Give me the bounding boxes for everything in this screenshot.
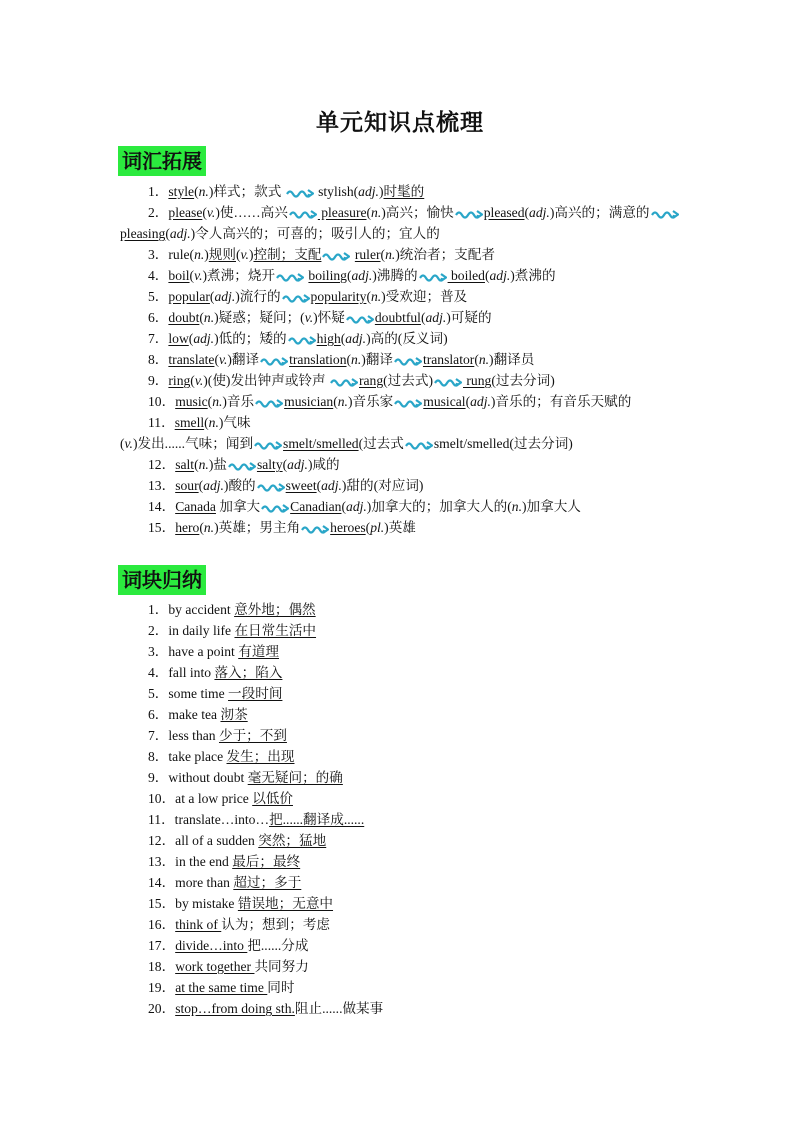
item-text: 8． xyxy=(148,352,169,367)
item-text: ( xyxy=(202,205,207,220)
wavy-arrow-icon xyxy=(282,293,310,303)
item-text: 16． xyxy=(148,917,176,932)
item-text: n. xyxy=(478,352,490,367)
item-text: 11． xyxy=(148,415,175,430)
vocab_items-item xyxy=(120,286,720,307)
item-text: ( xyxy=(214,352,219,367)
item-text: )高的(反义词) xyxy=(366,331,448,346)
item-text: ( xyxy=(198,478,204,493)
answer-text: 一段时间 xyxy=(228,686,283,701)
answer-text: doubt xyxy=(168,310,200,325)
answer-text: 有道理 xyxy=(238,644,280,659)
item-text: ( xyxy=(484,268,490,283)
item-text: 4． xyxy=(148,268,169,283)
item-text: adj. xyxy=(425,310,447,325)
item-text: n. xyxy=(198,184,209,199)
item-text: 共同努力 xyxy=(254,959,309,974)
item-text: )英雄；男主角 xyxy=(214,520,301,535)
item-text: )使……高兴 xyxy=(215,205,288,220)
phrase_items-item xyxy=(120,977,720,998)
item-text: ( xyxy=(190,373,195,388)
answer-text: Canadian xyxy=(290,499,342,514)
answer-text: sweet xyxy=(285,478,317,493)
item-text: )英雄 xyxy=(384,520,416,535)
answer-text: 控制；支配 xyxy=(253,247,322,262)
item-text: )高兴；愉快 xyxy=(381,205,454,220)
item-text: 把......分成 xyxy=(247,938,309,953)
item-text: 14． xyxy=(148,499,176,514)
answer-text: boil xyxy=(168,268,190,283)
item-text: adj. xyxy=(470,394,491,409)
phrase_items-item xyxy=(120,746,720,767)
item-text: )甜的(对应词) xyxy=(341,478,424,493)
vocab_items-item xyxy=(120,496,720,517)
item-text: )音乐 xyxy=(222,394,255,409)
phrase_items-item xyxy=(120,725,720,746)
page-title: 单元知识点梳理 xyxy=(316,110,484,136)
item-text: 5．some time xyxy=(148,686,229,701)
phrase_items-item xyxy=(120,683,720,704)
item-text: )受欢迎；普及 xyxy=(381,289,468,304)
item-text: ( xyxy=(346,352,352,367)
wavy-arrow-icon xyxy=(289,209,317,219)
phrase_items-item xyxy=(120,641,720,662)
item-text: adj. xyxy=(345,331,367,346)
answer-text: popularity xyxy=(310,289,367,304)
answer-text: 在日常生活中 xyxy=(234,623,317,638)
item-text: )沸腾的 xyxy=(372,268,418,283)
item-text: n. xyxy=(212,394,223,409)
vocab_items-item xyxy=(120,307,720,328)
vocab_items-item xyxy=(120,475,720,496)
vocab_items-item xyxy=(120,454,720,475)
item-text: )怀疑 xyxy=(313,310,345,325)
item-text: 10．at a low price xyxy=(148,791,253,806)
item-text: ( xyxy=(341,499,347,514)
item-text: adj. xyxy=(529,205,550,220)
item-text: ( xyxy=(189,268,195,283)
wavy-arrow-icon xyxy=(257,482,285,492)
phrase_items-item xyxy=(120,851,720,872)
item-text: )音乐的；有音乐天赋的 xyxy=(490,394,632,409)
item-text: 15． xyxy=(148,520,176,535)
item-text: 11．translate…into… xyxy=(148,812,270,827)
item-text: )疑惑；疑问；( xyxy=(214,310,305,325)
item-text: )煮沸；烧开 xyxy=(202,268,276,283)
item-text: ( xyxy=(316,478,322,493)
answer-text: popular xyxy=(168,289,210,304)
vocab_items-item xyxy=(120,412,720,433)
phrase_items-item xyxy=(120,704,720,725)
item-text: ( xyxy=(194,457,199,472)
answer-text: rung xyxy=(463,373,492,388)
wavy-arrow-icon xyxy=(261,503,289,513)
item-text: )可疑的 xyxy=(446,310,492,325)
answer-text: salty xyxy=(256,457,283,472)
item-text: )翻译 xyxy=(227,352,260,367)
item-text: n. xyxy=(198,457,209,472)
item-text: (过去式 xyxy=(358,436,404,451)
item-text: ( xyxy=(199,310,204,325)
answer-text: pleasing xyxy=(120,226,166,241)
item-text: ( xyxy=(188,331,194,346)
answer-text: 意外地；偶然 xyxy=(234,602,316,617)
item-text: 10． xyxy=(148,394,176,409)
wavy-arrow-icon xyxy=(455,209,483,219)
vocab_items-item xyxy=(120,181,720,202)
item-text: 7． xyxy=(148,331,169,346)
item-text: ( xyxy=(333,394,338,409)
item-text: 9． xyxy=(148,373,169,388)
item-text: n. xyxy=(351,352,362,367)
item-text: 15．by mistake xyxy=(148,896,238,911)
phrase_items-item xyxy=(120,767,720,788)
item-text: )煮沸的 xyxy=(510,268,556,283)
item-text: )翻译 xyxy=(361,352,393,367)
item-text: )令人高兴的；可喜的；吸引人的；宜人的 xyxy=(190,226,440,241)
wavy-arrow-icon xyxy=(276,272,304,282)
item-text: v. xyxy=(194,373,204,388)
answer-text: please xyxy=(168,205,203,220)
item-text: v. xyxy=(124,436,133,451)
vocab_items-item xyxy=(120,349,720,370)
answer-text: smell xyxy=(174,415,205,430)
item-text: n. xyxy=(208,415,219,430)
answer-text: 规则 xyxy=(208,247,236,262)
item-text: ( xyxy=(165,226,170,241)
item-text: )咸的 xyxy=(307,457,340,472)
item-text: v. xyxy=(304,310,314,325)
answer-text: 以低价 xyxy=(252,791,293,806)
answer-text: translate xyxy=(168,352,215,367)
item-text: n. xyxy=(194,247,205,262)
item-text: 20． xyxy=(148,1001,176,1016)
item-text: )低的；矮的 xyxy=(214,331,287,346)
wavy-arrow-icon xyxy=(288,335,316,345)
item-text: 6． xyxy=(148,310,169,325)
item-text: 3．have a point xyxy=(148,644,239,659)
item-text: n. xyxy=(203,520,215,535)
item-text: v. xyxy=(240,247,249,262)
phrase_items-item xyxy=(120,872,720,893)
phrase_items-item xyxy=(120,788,720,809)
vocab_items-item xyxy=(120,370,720,391)
answer-text: musician xyxy=(284,394,334,409)
phrase_items-item xyxy=(120,914,720,935)
answer-text: pleasure xyxy=(317,205,367,220)
answer-text: pleased xyxy=(483,205,525,220)
item-text: 12． xyxy=(148,457,176,472)
phrase_items-item xyxy=(120,809,720,830)
wavy-arrow-icon xyxy=(346,314,374,324)
item-text: )高兴的；满意的 xyxy=(549,205,650,220)
section-heading-phrases: 词块归纳 xyxy=(118,565,206,595)
item-text: ( xyxy=(346,268,352,283)
wavy-arrow-icon xyxy=(405,440,433,450)
item-text: 1．by accident xyxy=(148,602,235,617)
answer-text: doubtful xyxy=(374,310,421,325)
answer-text: boiled xyxy=(447,268,485,283)
answer-text: ring xyxy=(168,373,191,388)
phrase_items-item xyxy=(120,662,720,683)
item-text: ( xyxy=(365,520,371,535)
answer-text: 突然；猛地 xyxy=(258,833,327,848)
answer-text: 发生；出现 xyxy=(226,749,295,764)
item-text: stylish( xyxy=(314,184,359,199)
answer-text: 时髦的 xyxy=(383,184,425,199)
item-text: 13．in the end xyxy=(148,854,233,869)
item-text: ) xyxy=(248,247,254,262)
item-text: adj. xyxy=(346,499,367,514)
item-text: v. xyxy=(194,268,203,283)
phrase_items-item xyxy=(120,935,720,956)
vocab_items-item xyxy=(120,328,720,349)
answer-text: music xyxy=(175,394,208,409)
answer-text: 错误地；无意中 xyxy=(237,896,334,911)
vocab_items-item xyxy=(120,265,720,286)
item-text: ( xyxy=(366,289,371,304)
item-text: 17． xyxy=(148,938,176,953)
item-text: )盐 xyxy=(208,457,227,472)
item-text: ( xyxy=(366,205,372,220)
answer-text: boiling xyxy=(308,268,347,283)
item-text: n. xyxy=(337,394,348,409)
item-text: 5． xyxy=(148,289,169,304)
answer-text: smelt/smelled xyxy=(283,436,359,451)
item-text: 14．more than xyxy=(148,875,234,890)
answer-text: 毫无疑问；的确 xyxy=(247,770,343,785)
wavy-arrow-icon xyxy=(254,440,282,450)
item-text: n. xyxy=(203,310,215,325)
item-text: adj. xyxy=(169,226,191,241)
item-text: ( xyxy=(207,394,213,409)
item-text: v. xyxy=(218,352,228,367)
wavy-arrow-icon xyxy=(434,377,462,387)
answer-text: 沏茶 xyxy=(220,707,248,722)
item-text: 7．less than xyxy=(148,728,219,743)
answer-text: translator xyxy=(422,352,475,367)
answer-text: high xyxy=(316,331,341,346)
answer-text: translation xyxy=(289,352,347,367)
item-text: ( xyxy=(204,415,209,430)
answer-text: 少于；不到 xyxy=(218,728,287,743)
item-text: 9．without doubt xyxy=(148,770,248,785)
item-text: 加拿大 xyxy=(215,499,261,514)
answer-text: 超过；多于 xyxy=(233,875,302,890)
answer-text: divide…into xyxy=(175,938,248,953)
vocab_items-item xyxy=(120,223,720,244)
answer-text: at the same time xyxy=(175,980,268,995)
item-text: smelt/smelled(过去分词) xyxy=(433,436,573,451)
item-text: )音乐家 xyxy=(347,394,394,409)
answer-text: 把......翻译成...... xyxy=(269,812,365,827)
item-text: 3．rule( xyxy=(148,247,195,262)
item-text: )统治者；支配者 xyxy=(395,247,495,262)
item-text: n. xyxy=(385,247,396,262)
answer-text: hero xyxy=(175,520,200,535)
item-text: )(使)发出钟声或铃声 xyxy=(203,373,329,388)
item-text: 19． xyxy=(148,980,176,995)
item-text: ( xyxy=(194,184,199,199)
answer-text: 落入；陷入 xyxy=(214,665,283,680)
answer-text: sour xyxy=(175,478,199,493)
vocab_items-item xyxy=(120,244,720,265)
item-text: 2． xyxy=(148,205,169,220)
item-text: ( xyxy=(235,247,241,262)
item-text: 同时 xyxy=(267,980,295,995)
answer-text: think of xyxy=(175,917,222,932)
vocab-list xyxy=(120,181,720,538)
wavy-arrow-icon xyxy=(260,356,288,366)
wavy-arrow-icon xyxy=(286,188,314,198)
item-text: adj. xyxy=(351,268,373,283)
phrase_items-item xyxy=(120,620,720,641)
item-text: ( xyxy=(474,352,479,367)
item-text: )翻译员 xyxy=(489,352,535,367)
item-text: adj. xyxy=(193,331,215,346)
item-text: )发出......气味；闻到 xyxy=(132,436,254,451)
item-text: ( xyxy=(209,289,215,304)
item-text: adj. xyxy=(489,268,511,283)
phrase_items-item xyxy=(120,956,720,977)
wavy-arrow-icon xyxy=(330,377,358,387)
item-text: ( xyxy=(199,520,204,535)
item-text: 2．in daily life xyxy=(148,623,235,638)
answer-text: stop…from doing sth. xyxy=(175,1001,295,1016)
phrase_items-item xyxy=(120,599,720,620)
item-text: 8．take place xyxy=(148,749,227,764)
item-text: ( xyxy=(282,457,288,472)
item-text: 认为；想到；考虑 xyxy=(221,917,331,932)
item-text: ( xyxy=(420,310,426,325)
item-text: pl. xyxy=(370,520,385,535)
item-text: n. xyxy=(370,289,382,304)
item-text: ( xyxy=(340,331,346,346)
answer-text: ruler xyxy=(354,247,381,262)
item-text: ( xyxy=(380,247,386,262)
item-text: 6．make tea xyxy=(148,707,221,722)
item-text: adj. xyxy=(321,478,342,493)
vocab_items-item xyxy=(120,433,720,454)
answer-text: low xyxy=(168,331,189,346)
item-text: )加拿大的；加拿大人的( xyxy=(366,499,512,514)
item-text: )气味 xyxy=(218,415,251,430)
item-text: adj. xyxy=(214,289,236,304)
item-text: v. xyxy=(206,205,216,220)
item-text: 1． xyxy=(148,184,169,199)
vocab_items-item xyxy=(120,391,720,412)
item-text: )加拿大人 xyxy=(522,499,581,514)
item-text: )流行的 xyxy=(235,289,281,304)
item-text: ( xyxy=(465,394,471,409)
answer-text: rang xyxy=(359,373,384,388)
phrase_items-item xyxy=(120,893,720,914)
answer-text: 最后；最终 xyxy=(232,854,301,869)
item-text: 13． xyxy=(148,478,176,493)
item-text: ) xyxy=(378,184,384,199)
wavy-arrow-icon xyxy=(228,461,256,471)
item-text: 12．all of a sudden xyxy=(148,833,259,848)
wavy-arrow-icon xyxy=(394,398,422,408)
phrase_items-item xyxy=(120,830,720,851)
phrase-list xyxy=(120,599,720,1019)
vocab_items-item xyxy=(120,202,720,223)
item-text: adj. xyxy=(358,184,379,199)
answer-text: heroes xyxy=(330,520,366,535)
wavy-arrow-icon xyxy=(394,356,422,366)
item-text: ) xyxy=(204,247,209,262)
item-text: 18． xyxy=(148,959,176,974)
section-heading-vocab: 词汇拓展 xyxy=(118,146,206,176)
answer-text: work together xyxy=(175,959,255,974)
item-text: 阻止......做某事 xyxy=(294,1001,384,1016)
wavy-arrow-icon xyxy=(419,272,447,282)
item-text: 4．fall into xyxy=(148,665,215,680)
wavy-arrow-icon xyxy=(301,524,329,534)
item-text: (过去式) xyxy=(383,373,433,388)
item-text: ( xyxy=(524,205,530,220)
item-text: )酸的 xyxy=(223,478,256,493)
vocab_items-item xyxy=(120,517,720,538)
item-text: n. xyxy=(511,499,522,514)
item-text: adj. xyxy=(203,478,224,493)
answer-text: Canada xyxy=(175,499,216,514)
wavy-arrow-icon xyxy=(322,251,350,261)
item-text: adj. xyxy=(287,457,308,472)
phrase_items-item xyxy=(120,998,720,1019)
answer-text: salt xyxy=(175,457,195,472)
wavy-arrow-icon xyxy=(651,209,679,219)
answer-text: musical xyxy=(423,394,466,409)
answer-text: style xyxy=(168,184,195,199)
item-text: )样式；款式 xyxy=(208,184,285,199)
wavy-arrow-icon xyxy=(255,398,283,408)
item-text: ( xyxy=(120,436,125,451)
item-text: (过去分词) xyxy=(491,373,555,388)
item-text: n. xyxy=(371,205,382,220)
